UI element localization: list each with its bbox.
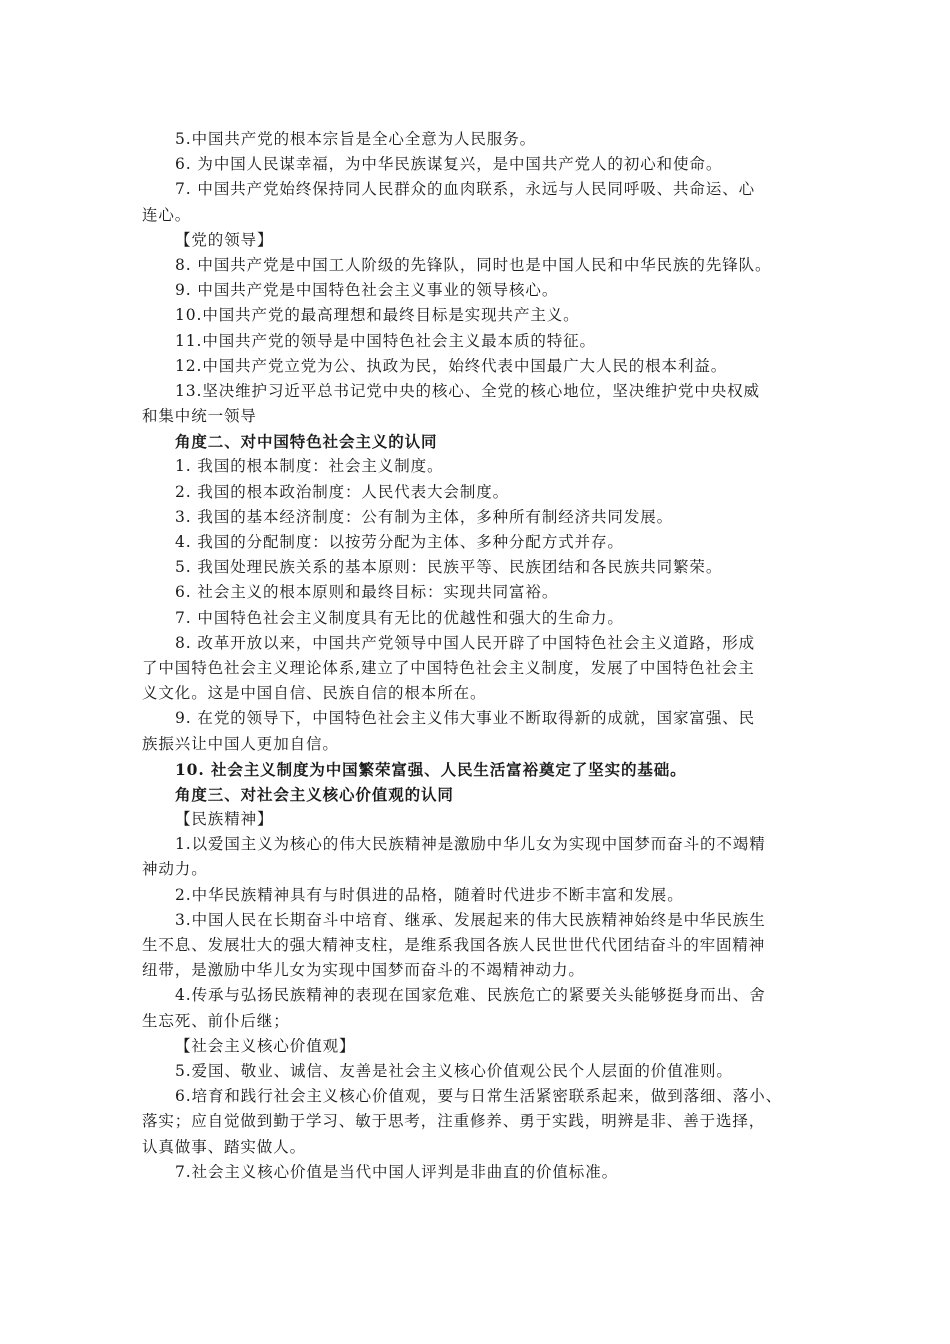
paragraph [142,1059,812,1084]
text-line: 落实；应自觉做到勤于学习、敏于思考，注重修养、勇于实践，明辨是非、善于选择， [142,1112,766,1131]
text-line: 5. 我国处理民族关系的基本原则：民族平等、民族团结和各民族共同繁荣。 [175,558,723,577]
text-line: 义文化。这是中国自信、民族自信的根本所在。 [142,684,487,703]
paragraph [142,606,812,631]
paragraph [142,883,812,908]
text-line: 7.社会主义核心价值是当代中国人评判是非曲直的价值标准。 [175,1162,618,1181]
text-line: 1. 我国的根本制度：社会主义制度。 [175,457,444,476]
paragraph [142,1034,812,1059]
text-line: 5.中国共产党的根本宗旨是全心全意为人民服务。 [175,130,536,148]
paragraph [142,379,812,429]
paragraph [142,1084,812,1160]
text-line: 纽带，是激励中华儿女为实现中国梦而奋斗的不竭精神动力。 [142,961,585,980]
text-line: 了中国特色社会主义理论体系,建立了中国特色社会主义制度，发展了中国特色社会主 [142,658,755,677]
paragraph [142,555,812,580]
text-line: 5.爱国、敬业、诚信、友善是社会主义核心价值观公民个人层面的价值准则。 [175,1061,733,1080]
text-line: 4.传承与弘扬民族精神的表现在国家危难、民族危亡的紧要关头能够挺身而出、舍 [175,986,766,1005]
paragraph [142,152,812,177]
paragraph [142,832,812,882]
paragraph [142,983,812,1033]
text-line: 神动力。 [142,860,208,879]
paragraph [142,505,812,530]
paragraph [142,631,812,707]
paragraph [142,329,812,354]
paragraph [142,278,812,303]
text-line: 2. 我国的根本政治制度：人民代表大会制度。 [175,482,510,501]
text-line: 1.以爱国主义为核心的伟大民族精神是激励中华儿女为实现中国梦而奋斗的不竭精 [175,835,766,854]
text-line: 10.中国共产党的最高理想和最终目标是实现共产主义。 [175,306,580,325]
text-line: 生不息、发展壮大的强大精神支柱，是维系我国各族人民世世代代团结奋斗的牢固精神 [142,936,766,954]
text-line: 7. 中国共产党始终保持同人民群众的血肉联系，永远与人民同呼吸、共命运、心 [175,180,756,199]
paragraph [142,354,812,379]
text-line: 角度三、对社会主义核心价值观的认同 [175,784,454,804]
text-line: 6. 为中国人民谋幸福，为中华民族谋复兴，是中国共产党人的初心和使命。 [175,155,723,174]
paragraph [142,580,812,605]
text-line: 6.培育和践行社会主义核心价值观，要与日常生活紧密联系起来，做到落细、落小、 [175,1087,782,1106]
text-line: 12.中国共产党立党为公、执政为民，始终代表中国最广大人民的根本利益。 [175,356,728,375]
paragraph [142,530,812,555]
paragraph [142,177,812,227]
text-line: 4. 我国的分配制度：以按劳分配为主体、多种分配方式并存。 [175,533,624,551]
paragraph [142,807,812,832]
text-line: 【社会主义核心价值观】 [175,1036,356,1055]
paragraph [142,908,812,984]
text-line: 族振兴让中国人更加自信。 [142,734,339,753]
section-heading [142,782,812,807]
text-line: 【民族精神】 [175,810,274,829]
text-line: 角度二、对中国特色社会主义的认同 [175,432,438,452]
paragraph [142,127,812,152]
text-line: 10. 社会主义制度为中国繁荣富强、人民生活富裕奠定了坚实的基础。 [175,759,687,779]
paragraph [142,706,812,756]
text-line: 11.中国共产党的领导是中国特色社会主义最本质的特征。 [175,331,596,350]
paragraph [142,253,812,278]
text-line: 连心。 [142,205,192,224]
text-line: 9. 中国共产党是中国特色社会主义事业的领导核心。 [175,281,559,300]
paragraph [142,480,812,505]
text-line: 6. 社会主义的根本原则和最终目标：实现共同富裕。 [175,583,559,602]
text-line: 3.中国人民在长期奋斗中培育、继承、发展起来的伟大民族精神始终是中华民族生 [175,910,766,929]
text-line: 9. 在党的领导下，中国特色社会主义伟大事业不断取得新的成就，国家富强、民 [175,709,756,728]
text-line: 2.中华民族精神具有与时俱进的品格，随着时代进步不断丰富和发展。 [175,885,684,904]
document-body [142,127,812,1185]
section-heading [142,757,812,782]
text-line: 生忘死、前仆后继； [142,1011,290,1030]
text-line: 7. 中国特色社会主义制度具有无比的优越性和强大的生命力。 [175,608,624,627]
paragraph [142,1160,812,1185]
section-heading [142,429,812,454]
text-line: 【党的领导】 [175,230,274,249]
text-line: 13.坚决维护习近平总书记党中央的核心、全党的核心地位，坚决维护党中央权威 [175,381,760,400]
text-line: 认真做事、踏实做人。 [142,1137,307,1156]
paragraph [142,303,812,328]
text-line: 和集中统一领导 [142,407,257,426]
text-line: 8. 改革开放以来，中国共产党领导中国人民开辟了中国特色社会主义道路，形成 [175,633,756,652]
paragraph [142,454,812,479]
text-line: 8. 中国共产党是中国工人阶级的先锋队，同时也是中国人民和中华民族的先锋队。 [175,255,772,274]
paragraph [142,228,812,253]
text-line: 3. 我国的基本经济制度：公有制为主体，多种所有制经济共同发展。 [175,507,674,526]
